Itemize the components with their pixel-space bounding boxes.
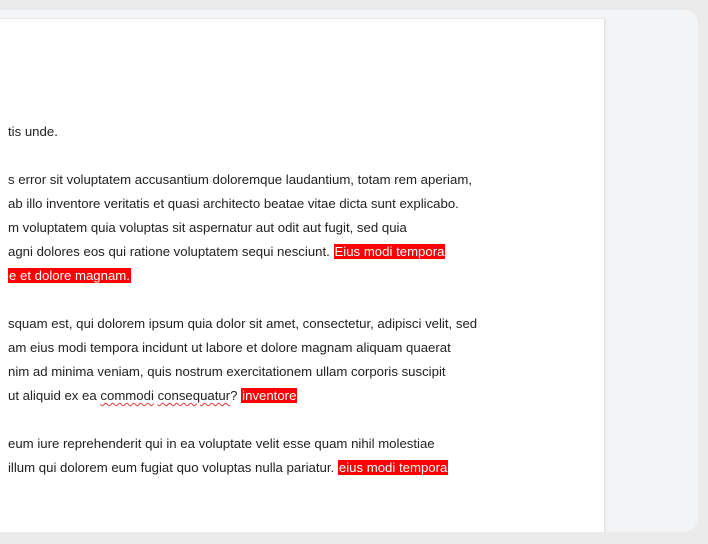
document-page[interactable] [0, 19, 604, 532]
app-frame [0, 10, 698, 532]
line-text: ab illo inventore veritatis et quasi architecto beatae vitae dicta sunt explicabo. [8, 196, 459, 211]
text-line[interactable] [8, 171, 472, 189]
text-line[interactable] [8, 315, 477, 333]
text-line[interactable] [8, 387, 297, 405]
line-text: agni dolores eos qui ratione voluptatem sequi nesciunt. [8, 244, 334, 259]
highlighted-text[interactable]: eius modi tempora [338, 460, 448, 475]
line-text: eum iure reprehenderit qui in ea voluptate velit esse quam nihil molestiae [8, 436, 435, 451]
line-text: squam est, qui dolorem ipsum quia dolor sit amet, consectetur, adipisci velit, sed [8, 316, 478, 331]
text-line[interactable] [8, 435, 435, 453]
text-line[interactable] [8, 339, 451, 357]
highlighted-text[interactable]: inventore [242, 388, 297, 403]
line-text: am eius modi tempora incidunt ut labore et dolore magnam aliquam quaerat [8, 340, 451, 355]
text-line[interactable] [8, 195, 459, 213]
line-text: nim ad minima veniam, quis nostrum exercitationem ullam corporis suscipit [8, 364, 446, 379]
line-text: illum qui dolorem eum fugiat quo voluptas nulla pariatur. [8, 460, 338, 475]
line-text: ut aliquid ex ea [8, 388, 101, 403]
line-text: tis unde. [8, 124, 58, 139]
highlighted-text[interactable]: e et dolore magnam. [9, 268, 130, 283]
misspelled-word[interactable]: commodi [100, 388, 154, 403]
text-line[interactable] [8, 219, 407, 237]
highlighted-text[interactable]: Eius modi tempora [334, 244, 445, 259]
line-text: ? [230, 388, 242, 403]
misspelled-word[interactable]: consequatur [157, 388, 231, 403]
text-line[interactable] [8, 243, 445, 261]
text-line[interactable] [8, 123, 58, 141]
text-line[interactable] [8, 267, 131, 285]
line-text: s error sit voluptatem accusantium doloremque laudantium, totam rem aperiam, [8, 172, 472, 187]
text-line[interactable] [8, 459, 448, 477]
line-text: m voluptatem quia voluptas sit aspernatur aut odit aut fugit, sed quia [8, 220, 407, 235]
text-line[interactable] [8, 363, 446, 381]
